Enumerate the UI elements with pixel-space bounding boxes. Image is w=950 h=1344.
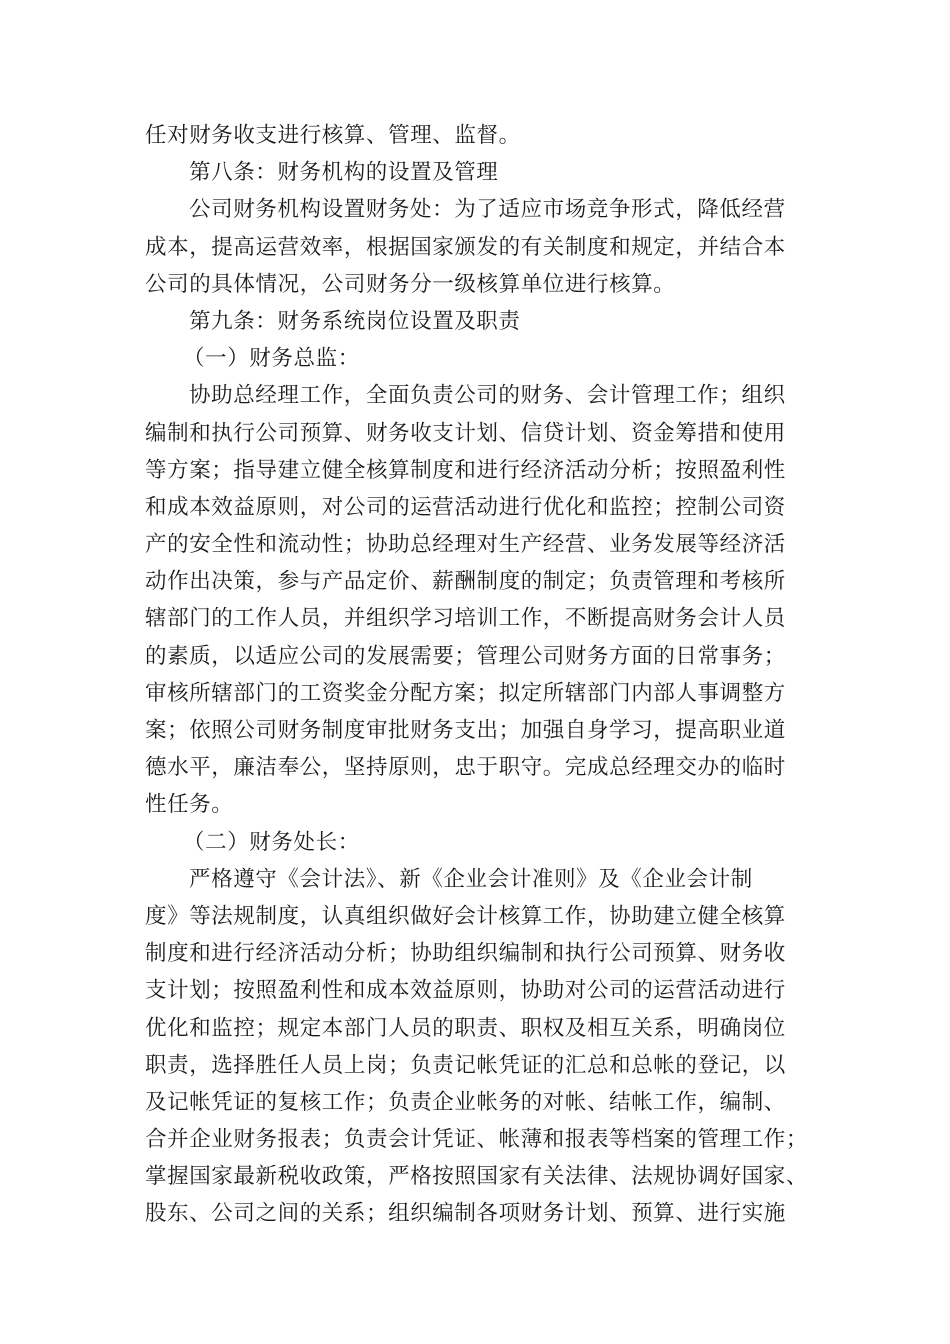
- paragraph-line: 公司的具体情况，公司财务分一级核算单位进行核算。: [145, 271, 676, 297]
- paragraph-line: 案；依照公司财务制度审批财务支出；加强自身学习，提高职业道: [145, 718, 786, 743]
- article-heading-9: 第九条：财务系统岗位设置及职责: [189, 308, 521, 334]
- section-heading-cfo: （一）财务总监：: [183, 346, 360, 372]
- paragraph-line: 德水平，廉洁奉公，坚持原则，忠于职守。完成总经理交办的临时: [145, 755, 786, 781]
- paragraph-line: 性任务。: [145, 792, 234, 818]
- paragraph-line: 任对财务收支进行核算、管理、监督。: [145, 123, 521, 148]
- paragraph-line: 股东、公司之间的关系；组织编制各项财务计划、预算、进行实施: [145, 1201, 786, 1227]
- paragraph-line: 掌握国家最新税收政策，严格按照国家有关法律、法规协调好国家、: [145, 1164, 809, 1190]
- paragraph-line: 和成本效益原则，对公司的运营活动进行优化和监控；控制公司资: [145, 494, 786, 520]
- document-body: [145, 117, 809, 1233]
- paragraph-line: 制度和进行经济活动分析；协助组织编制和执行公司预算、财务收: [145, 941, 786, 967]
- paragraph-line: 严格遵守《会计法》、新《企业会计准则》及《企业会计制: [189, 866, 753, 892]
- paragraph-line: 优化和监控；规定本部门人员的职责、职权及相互关系，明确岗位: [145, 1015, 786, 1041]
- paragraph-line: 合并企业财务报表；负责会计凭证、帐薄和报表等档案的管理工作；: [145, 1127, 809, 1153]
- section-heading-finance-director: （二）财务处长：: [183, 829, 360, 855]
- paragraph-line: 编制和执行公司预算、财务收支计划、信贷计划、资金筹措和使用: [145, 420, 786, 446]
- paragraph-line: 的素质，以适应公司的发展需要；管理公司财务方面的日常事务；: [145, 643, 786, 669]
- paragraph-line: 度》等法规制度，认真组织做好会计核算工作，协助建立健全核算: [145, 903, 786, 929]
- paragraph-line: 公司财务机构设置财务处：为了适应市场竞争形式，降低经营: [189, 197, 786, 223]
- paragraph-line: 辖部门的工作人员，并组织学习培训工作，不断提高财务会计人员: [145, 606, 786, 632]
- paragraph-line: 职责，选择胜任人员上岗；负责记帐凭证的汇总和总帐的登记，以: [145, 1052, 786, 1078]
- paragraph-line: 审核所辖部门的工资奖金分配方案；拟定所辖部门内部人事调整方: [145, 680, 786, 706]
- paragraph-line: 产的安全性和流动性；协助总经理对生产经营、业务发展等经济活: [145, 532, 786, 558]
- paragraph-line: 等方案；指导建立健全核算制度和进行经济活动分析；按照盈利性: [145, 457, 786, 483]
- paragraph-line: 动作出决策，参与产品定价、薪酬制度的制定；负责管理和考核所: [145, 569, 786, 595]
- paragraph-line: 成本，提高运营效率，根据国家颁发的有关制度和规定，并结合本: [145, 234, 786, 260]
- paragraph-line: 支计划；按照盈利性和成本效益原则，协助对公司的运营活动进行: [145, 978, 786, 1004]
- article-heading-8: 第八条：财务机构的设置及管理: [189, 160, 499, 186]
- paragraph-line: 协助总经理工作，全面负责公司的财务、会计管理工作；组织: [189, 383, 786, 409]
- paragraph-line: 及记帐凭证的复核工作；负责企业帐务的对帐、结帐工作，编制、: [145, 1089, 786, 1115]
